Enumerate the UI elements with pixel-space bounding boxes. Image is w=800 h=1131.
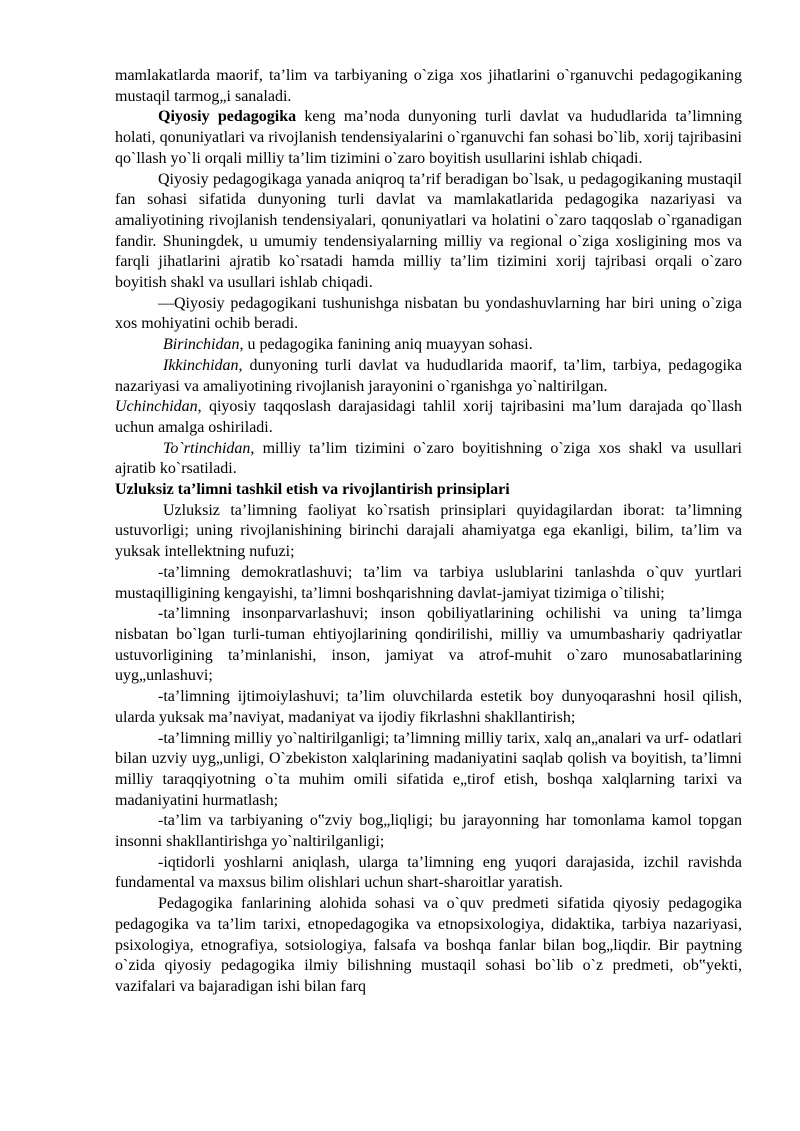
paragraph-quote <box>115 294 742 335</box>
principle-item: -ta’limning demokratlashuvi; ta’lim va tarbiya uslublarini tanlashda o`quv yurtlari mustaqilligining kengayishi, ta’limni boshqarishning davlat-jamiyat tizimiga o`tilishi; <box>115 563 742 602</box>
paragraph-text: mamlakatlarda maorif, ta’lim va tarbiyaning o`ziga xos jihatlarini o`rganuvchi pedagogikaning mustaqil tarmog„i sanaladi. <box>115 67 742 105</box>
paragraph-text: keng ma’noda dunyoning turli davlat va hududlarida ta’limning holati, qonuniyatlari va rivojlanish tendensiyalarini o`rganuvchi fan sohasi bo`lib, xorij tajribasini qo`llash yo`li orqali milliy ta’lim tizimini o`zaro boyitish usullarini ishlab chiqadi. <box>115 108 742 167</box>
italic-term: Uchinchidan <box>115 398 198 416</box>
paragraph-text: ―Qiyosiy pedagogikani tushunishga nisbatan bu yondashuvlarning har biri uning o`ziga xos mohiyatini ochib beradi. <box>115 294 742 333</box>
paragraph-text: , u pedagogika fanining aniq muayyan sohasi. <box>239 336 533 354</box>
italic-term: Birinchidan <box>163 336 240 354</box>
paragraph-definition-2 <box>115 170 742 294</box>
paragraph-text: Qiyosiy pedagogikaga yanada aniqroq ta’rif beradigan bo`lsak, u pedagogikaning mustaqil fan sohasi sifatida dunyoning turli davlat va mamlakatlarida pedagogika nazariyasi va amaliyotining rivojlanish tendensiyalari, qonuniyatlari va holatini o`zaro taqqoslab o`rganadigan fandir. Shuningdek, u umumiy tendensiyalarning milliy va regional o`ziga xosligining mos va farqli jihatlarini ajratib ko`rsatadi hamda milliy ta’lim tizimini xorij tajribasi orqali o`zaro boyitish shakl va usullari ishlab chiqadi. <box>115 170 742 292</box>
principle-item: -ta’limning milliy yo`naltirilganligi; ta’limning milliy tarix, xalq an„analari va urf- odatlari bilan uzviy uyg„unligi, O`zbekiston xalqlarining madaniyatini saqlab qolish va boyitish, ta’limni milliy taraqqiyotning o`ta muhim omili sifatida e„tirof etish, boshqa xalqlarning tarixi va madaniyatini hurmatlash; <box>115 729 742 809</box>
paragraph-text: , milliy ta’lim tizimini o`zaro boyitishning o`ziga xos shakl va usullari ajratib ko`rsatiladi. <box>115 439 742 478</box>
principle-item: -ta’limning insonparvarlashuvi; inson qobiliyatlarining ochilishi va uning ta’limga nisbatan bo`lgan turli-tuman ehtiyojlarining qondirilishi, milliy va umumbashariy qadriyatlar ustuvorligining ta’minlanishi, inson, jamiyat va atrof-muhit o`zaro munosabatlarining uyg„unlashuvi; <box>115 605 742 685</box>
paragraph-thirdly <box>115 397 742 438</box>
section-heading: Uzluksiz ta’limni tashkil etish va rivojlantirish prinsiplari <box>115 481 510 499</box>
paragraph-text: , dunyoning turli davlat va hududlarida maorif, ta’lim, tarbiya, pedagogika nazariyasi va amaliyotining rivojlanish jarayonini o`rganishga yo`naltirilgan. <box>115 356 742 395</box>
paragraph-text: , qiyosiy taqqoslash darajasidagi tahlil xorij tajribasini ma’lum darajada qo`llash uchun amalga oshiriladi. <box>115 398 742 436</box>
italic-term: To`rtinchidan <box>163 439 251 457</box>
paragraph-intro <box>115 66 742 107</box>
paragraph-definition <box>115 107 742 169</box>
italic-term: Ikkinchidan <box>163 356 239 374</box>
bold-term: Qiyosiy pedagogika <box>158 108 297 126</box>
paragraph-firstly <box>115 335 742 356</box>
paragraph-fourthly <box>115 439 742 480</box>
principle-item: -ta’limning ijtimoiylashuvi; ta’lim oluvchilarda estetik boy dunyoqarashni hosil qilish, ularda yuksak ma’naviyat, madaniyat va ijodiy fikrlashni shakllantirish; <box>115 688 742 726</box>
paragraph-secondly <box>115 356 742 397</box>
paragraph-closing: Pedagogika fanlarining alohida sohasi va o`quv predmeti sifatida qiyosiy pedagogika pedagogika va ta’lim tarixi, etnopedagogika va etnopsixologiya, didaktika, tarbiya nazariyasi, psixologiya, etnografiya, sotsiologiya, falsafa va boshqa fanlar bilan bog„liqdir. Bir paytning o`zida qiyosiy pedagogika ilmiy bilishning mustaqil sohasi bo`lib o`z predmeti, ob‟yekti, vazifalari va bajaradigan ishi bilan farq <box>115 895 742 995</box>
principle-item: Uzluksiz ta’limning faoliyat ko`rsatish prinsiplari quyidagilardan iborat: ta’limning ustuvorligi; uning rivojlanishining birinchi darajali ahamiyatga ega ekanligi, bilim, ta’lim va yuksak intellektning nufuzi; <box>115 501 742 561</box>
principle-item: -ta’lim va tarbiyaning o‟zviy bog„liqligi; bu jarayonning har tomonlama kamol topgan insonni shakllantirishga yo`naltirilganligi; <box>115 812 742 851</box>
principle-item: -iqtidorli yoshlarni aniqlash, ularga ta’limning eng yuqori darajasida, izchil ravishda fundamental va maxsus bilim olishlari uchun shart-sharoitlar yaratish. <box>115 853 742 892</box>
